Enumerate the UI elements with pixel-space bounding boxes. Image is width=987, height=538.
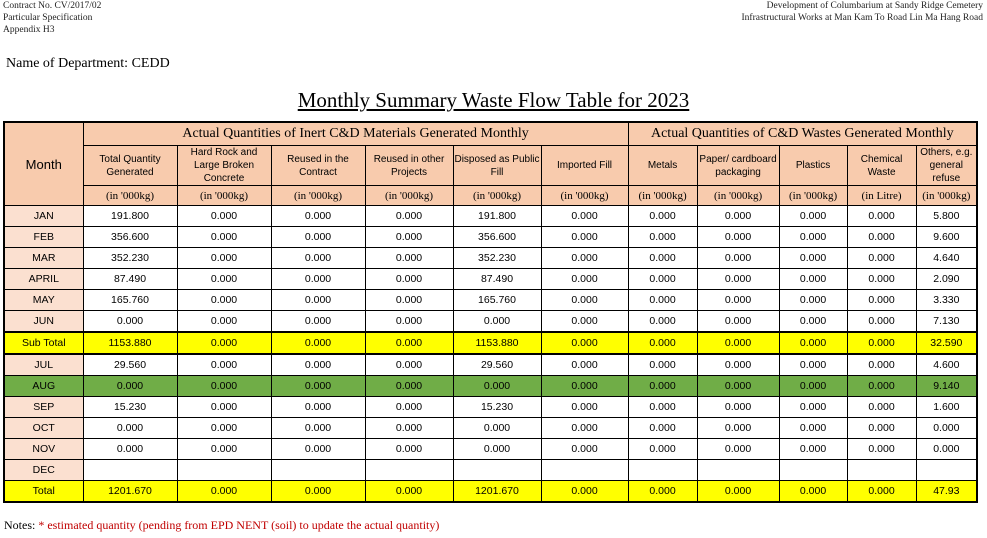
table-row — [4, 227, 977, 248]
value-cell: 0.000 — [628, 439, 697, 460]
month-cell: AUG — [4, 376, 83, 397]
department-name: Name of Department: CEDD — [6, 56, 170, 71]
table-row — [4, 248, 977, 269]
column-header: Reused in the Contract — [271, 146, 365, 186]
value-cell: 0.000 — [779, 311, 847, 333]
value-cell: 0.000 — [177, 290, 271, 311]
month-cell: JUN — [4, 311, 83, 333]
value-cell: 29.560 — [453, 354, 541, 376]
value-cell: 0.000 — [177, 269, 271, 290]
value-cell: 352.230 — [83, 248, 177, 269]
value-cell: 0.000 — [541, 418, 628, 439]
value-cell: 0.000 — [365, 248, 453, 269]
value-cell: 2.090 — [916, 269, 977, 290]
value-cell: 0.000 — [541, 227, 628, 248]
appendix-label: Appendix H3 — [3, 25, 55, 35]
column-header: Disposed as Public Fill — [453, 146, 541, 186]
value-cell: 0.000 — [271, 290, 365, 311]
value-cell: 0.000 — [847, 439, 916, 460]
contract-number: Contract No. CV/2017/02 — [3, 1, 102, 11]
value-cell — [628, 460, 697, 481]
value-cell: 0.000 — [916, 439, 977, 460]
value-cell: 4.640 — [916, 248, 977, 269]
column-header: Hard Rock and Large Broken Concrete — [177, 146, 271, 186]
value-cell: 0.000 — [697, 354, 779, 376]
value-cell: 0.000 — [177, 206, 271, 227]
value-cell: 0.000 — [847, 397, 916, 418]
value-cell — [453, 460, 541, 481]
value-cell: 0.000 — [365, 481, 453, 503]
value-cell: 165.760 — [83, 290, 177, 311]
column-header-row — [4, 146, 977, 186]
value-cell: 0.000 — [365, 418, 453, 439]
month-cell: DEC — [4, 460, 83, 481]
value-cell: 0.000 — [697, 332, 779, 354]
value-cell: 0.000 — [541, 311, 628, 333]
value-cell — [83, 460, 177, 481]
unit-header: (in '000kg) — [453, 186, 541, 206]
value-cell: 356.600 — [453, 227, 541, 248]
value-cell: 0.000 — [177, 397, 271, 418]
value-cell: 0.000 — [83, 376, 177, 397]
month-cell: OCT — [4, 418, 83, 439]
value-cell: 0.000 — [271, 311, 365, 333]
value-cell: 0.000 — [177, 332, 271, 354]
value-cell: 0.000 — [697, 376, 779, 397]
value-cell — [916, 460, 977, 481]
value-cell: 0.000 — [847, 481, 916, 503]
project-title-line-2: Infrastructural Works at Man Kam To Road Lin Ma Hang Road — [741, 13, 983, 23]
table-row — [4, 311, 977, 333]
value-cell: 0.000 — [541, 269, 628, 290]
table-row — [4, 376, 977, 397]
value-cell: 0.000 — [779, 481, 847, 503]
value-cell: 0.000 — [177, 227, 271, 248]
column-header: Others, e.g. general refuse — [916, 146, 977, 186]
value-cell: 0.000 — [271, 354, 365, 376]
month-cell: Total — [4, 481, 83, 503]
value-cell: 0.000 — [628, 354, 697, 376]
value-cell: 0.000 — [628, 481, 697, 503]
value-cell: 0.000 — [365, 439, 453, 460]
value-cell: 0.000 — [271, 206, 365, 227]
month-cell: JUL — [4, 354, 83, 376]
table-row — [4, 332, 977, 354]
value-cell: 0.000 — [541, 481, 628, 503]
value-cell — [177, 460, 271, 481]
inert-materials-group-header: Actual Quantities of Inert C&D Materials Generated Monthly — [83, 122, 628, 146]
value-cell: 0.000 — [365, 354, 453, 376]
value-cell: 0.000 — [271, 481, 365, 503]
particular-specification: Particular Specification — [3, 13, 93, 23]
value-cell: 0.000 — [365, 397, 453, 418]
footnote-label: Notes: — [4, 518, 39, 532]
value-cell: 0.000 — [779, 227, 847, 248]
unit-header: (in '000kg) — [177, 186, 271, 206]
value-cell: 1201.670 — [453, 481, 541, 503]
month-cell: MAR — [4, 248, 83, 269]
header-right — [742, 0, 983, 24]
value-cell: 0.000 — [779, 248, 847, 269]
value-cell: 0.000 — [365, 269, 453, 290]
value-cell: 0.000 — [271, 439, 365, 460]
table-row — [4, 460, 977, 481]
value-cell: 0.000 — [628, 376, 697, 397]
value-cell: 0.000 — [83, 418, 177, 439]
value-cell: 7.130 — [916, 311, 977, 333]
value-cell: 0.000 — [541, 439, 628, 460]
column-header: Paper/ cardboard packaging — [697, 146, 779, 186]
value-cell: 0.000 — [847, 248, 916, 269]
table-row — [4, 290, 977, 311]
value-cell: 0.000 — [779, 376, 847, 397]
value-cell: 0.000 — [271, 248, 365, 269]
value-cell: 0.000 — [453, 311, 541, 333]
value-cell: 0.000 — [847, 227, 916, 248]
column-header: Metals — [628, 146, 697, 186]
value-cell: 0.000 — [271, 418, 365, 439]
month-cell: APRIL — [4, 269, 83, 290]
unit-header: (in '000kg) — [779, 186, 847, 206]
value-cell: 0.000 — [697, 269, 779, 290]
unit-header: (in '000kg) — [628, 186, 697, 206]
unit-header: (in '000kg) — [83, 186, 177, 206]
month-cell: FEB — [4, 227, 83, 248]
unit-header: (in '000kg) — [365, 186, 453, 206]
value-cell: 0.000 — [177, 481, 271, 503]
value-cell: 0.000 — [541, 248, 628, 269]
footnote — [4, 518, 439, 533]
value-cell: 0.000 — [847, 269, 916, 290]
value-cell: 0.000 — [697, 206, 779, 227]
value-cell: 0.000 — [271, 269, 365, 290]
table-row — [4, 481, 977, 503]
value-cell: 1153.880 — [453, 332, 541, 354]
value-cell: 0.000 — [628, 332, 697, 354]
value-cell: 0.000 — [541, 397, 628, 418]
page-title: Monthly Summary Waste Flow Table for 2023 — [297, 88, 690, 112]
value-cell: 0.000 — [453, 439, 541, 460]
value-cell: 0.000 — [541, 354, 628, 376]
value-cell: 0.000 — [177, 248, 271, 269]
table-row — [4, 418, 977, 439]
value-cell: 0.000 — [779, 439, 847, 460]
value-cell: 0.000 — [697, 439, 779, 460]
value-cell: 0.000 — [697, 397, 779, 418]
value-cell: 0.000 — [779, 354, 847, 376]
value-cell: 0.000 — [628, 206, 697, 227]
value-cell: 0.000 — [847, 418, 916, 439]
value-cell: 0.000 — [177, 354, 271, 376]
value-cell: 0.000 — [83, 439, 177, 460]
value-cell: 0.000 — [916, 418, 977, 439]
value-cell: 0.000 — [779, 206, 847, 227]
value-cell: 0.000 — [541, 332, 628, 354]
value-cell — [847, 460, 916, 481]
value-cell: 165.760 — [453, 290, 541, 311]
value-cell: 0.000 — [177, 311, 271, 333]
value-cell: 0.000 — [271, 397, 365, 418]
value-cell: 191.800 — [453, 206, 541, 227]
value-cell: 29.560 — [83, 354, 177, 376]
column-header: Total Quantity Generated — [83, 146, 177, 186]
value-cell: 0.000 — [697, 481, 779, 503]
value-cell: 0.000 — [541, 376, 628, 397]
value-cell: 1.600 — [916, 397, 977, 418]
value-cell: 352.230 — [453, 248, 541, 269]
unit-header: (in Litre) — [847, 186, 916, 206]
value-cell: 0.000 — [628, 311, 697, 333]
column-header: Imported Fill — [541, 146, 628, 186]
value-cell: 0.000 — [847, 290, 916, 311]
unit-row — [4, 186, 977, 206]
value-cell: 191.800 — [83, 206, 177, 227]
value-cell: 0.000 — [628, 397, 697, 418]
value-cell: 15.230 — [453, 397, 541, 418]
value-cell: 0.000 — [541, 290, 628, 311]
value-cell — [365, 460, 453, 481]
value-cell: 1201.670 — [83, 481, 177, 503]
month-cell: Sub Total — [4, 332, 83, 354]
value-cell: 0.000 — [628, 269, 697, 290]
value-cell: 0.000 — [365, 227, 453, 248]
value-cell: 0.000 — [628, 418, 697, 439]
value-cell: 0.000 — [271, 227, 365, 248]
table-row — [4, 269, 977, 290]
month-cell: MAY — [4, 290, 83, 311]
unit-header: (in '000kg) — [271, 186, 365, 206]
value-cell: 9.600 — [916, 227, 977, 248]
value-cell — [697, 460, 779, 481]
table-row — [4, 354, 977, 376]
value-cell: 0.000 — [365, 206, 453, 227]
table-row — [4, 206, 977, 227]
value-cell: 0.000 — [779, 290, 847, 311]
value-cell: 0.000 — [847, 376, 916, 397]
value-cell: 0.000 — [779, 397, 847, 418]
value-cell: 87.490 — [83, 269, 177, 290]
table-row — [4, 439, 977, 460]
value-cell: 0.000 — [271, 376, 365, 397]
value-cell — [779, 460, 847, 481]
value-cell: 356.600 — [83, 227, 177, 248]
value-cell: 9.140 — [916, 376, 977, 397]
value-cell: 0.000 — [365, 332, 453, 354]
waste-flow-table — [3, 121, 978, 503]
header-left — [3, 0, 101, 36]
value-cell: 0.000 — [779, 418, 847, 439]
column-header: Chemical Waste — [847, 146, 916, 186]
value-cell: 87.490 — [453, 269, 541, 290]
value-cell: 0.000 — [628, 290, 697, 311]
cd-wastes-group-header: Actual Quantities of C&D Wastes Generated Monthly — [628, 122, 977, 146]
month-column-header: Month — [4, 122, 83, 206]
value-cell: 0.000 — [779, 332, 847, 354]
value-cell: 0.000 — [177, 439, 271, 460]
value-cell: 0.000 — [541, 206, 628, 227]
value-cell: 0.000 — [271, 332, 365, 354]
value-cell: 0.000 — [83, 311, 177, 333]
value-cell: 0.000 — [847, 354, 916, 376]
table-body — [4, 206, 977, 503]
value-cell: 47.93 — [916, 481, 977, 503]
value-cell: 0.000 — [365, 376, 453, 397]
month-cell: NOV — [4, 439, 83, 460]
unit-header: (in '000kg) — [697, 186, 779, 206]
value-cell: 0.000 — [177, 376, 271, 397]
project-title-line-1: Development of Columbarium at Sandy Ridge Cemetery — [766, 1, 983, 11]
value-cell: 0.000 — [697, 418, 779, 439]
value-cell: 0.000 — [628, 227, 697, 248]
value-cell: 3.330 — [916, 290, 977, 311]
value-cell: 0.000 — [847, 311, 916, 333]
value-cell: 0.000 — [365, 311, 453, 333]
unit-header: (in '000kg) — [541, 186, 628, 206]
value-cell: 0.000 — [697, 290, 779, 311]
value-cell: 0.000 — [697, 227, 779, 248]
value-cell: 0.000 — [453, 376, 541, 397]
value-cell: 0.000 — [628, 248, 697, 269]
value-cell: 0.000 — [453, 418, 541, 439]
table-row — [4, 397, 977, 418]
value-cell: 0.000 — [697, 311, 779, 333]
value-cell: 15.230 — [83, 397, 177, 418]
column-header: Reused in other Projects — [365, 146, 453, 186]
value-cell: 1153.880 — [83, 332, 177, 354]
value-cell: 0.000 — [847, 206, 916, 227]
value-cell: 0.000 — [779, 269, 847, 290]
value-cell: 0.000 — [177, 418, 271, 439]
column-header: Plastics — [779, 146, 847, 186]
value-cell — [271, 460, 365, 481]
value-cell: 0.000 — [365, 290, 453, 311]
footnote-text: * estimated quantity (pending from EPD NENT (soil) to update the actual quantity) — [38, 518, 440, 532]
month-cell: JAN — [4, 206, 83, 227]
value-cell: 4.600 — [916, 354, 977, 376]
value-cell — [541, 460, 628, 481]
month-cell: SEP — [4, 397, 83, 418]
unit-header: (in '000kg) — [916, 186, 977, 206]
value-cell: 5.800 — [916, 206, 977, 227]
value-cell: 0.000 — [697, 248, 779, 269]
value-cell: 0.000 — [847, 332, 916, 354]
value-cell: 32.590 — [916, 332, 977, 354]
